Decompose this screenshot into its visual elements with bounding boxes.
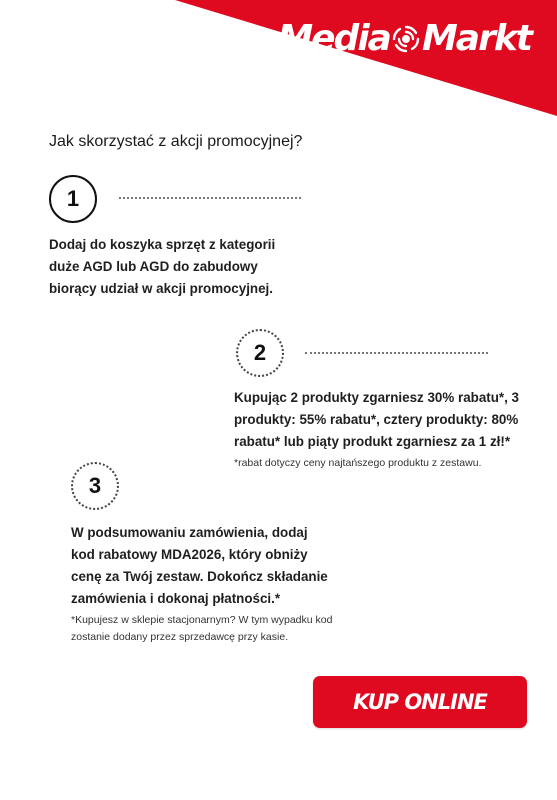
step-1-dotted-line [119, 197, 301, 199]
step-2-number-badge: 2 [236, 329, 284, 377]
mediamarkt-logo [277, 18, 531, 59]
saturn-mark-icon [391, 24, 421, 54]
step-2-line-2: produkty: 55% rabatu*, cztery produkty: 80% [234, 412, 519, 427]
step-3-line-4: zamówienia i dokonaj płatności.* [71, 591, 281, 606]
logo-text-markt: Markt [421, 18, 531, 59]
step-3-note-line-1: *Kupujesz w sklepie stacjonarnym? W tym wypadku kod [71, 614, 333, 626]
step-3-footnote [71, 612, 332, 646]
step-3-line-2: kod rabatowy MDA2026, który obniży [71, 547, 308, 562]
step-1-description [49, 234, 275, 300]
step-3-description [71, 522, 328, 610]
step-3-note-line-2: zostanie dodany przez sprzedawcę przy kasie. [71, 631, 289, 643]
step-1-number-badge: 1 [49, 175, 97, 223]
step-2-line-3: rabatu* lub piąty produkt zgarniesz za 1 zł!* [234, 434, 511, 449]
step-3-number-badge: 3 [71, 462, 119, 510]
step-2-footnote [234, 455, 481, 472]
step-1-line-3: biorący udział w akcji promocyjnej. [49, 281, 273, 296]
step-2-dotted-line [305, 352, 488, 354]
step-2-note-line-1: *rabat dotyczy ceny najtańszego produktu z zestawu. [234, 457, 482, 469]
step-1-line-2: duże AGD lub AGD do zabudowy [49, 259, 258, 274]
page-heading: Jak skorzystać z akcji promocyjnej? [49, 133, 303, 150]
step-2-description [234, 387, 519, 453]
step-1-line-1: Dodaj do koszyka sprzęt z kategorii [49, 237, 276, 252]
kup-online-button[interactable]: KUP ONLINE [313, 676, 527, 728]
step-2-line-1: Kupując 2 produkty zgarniesz 30% rabatu*, 3 [234, 390, 520, 405]
logo-text-media: Media [277, 18, 390, 59]
step-3-line-3: cenę za Twój zestaw. Dokończ składanie [71, 569, 328, 584]
step-3-line-1: W podsumowaniu zamówienia, dodaj [71, 525, 308, 540]
